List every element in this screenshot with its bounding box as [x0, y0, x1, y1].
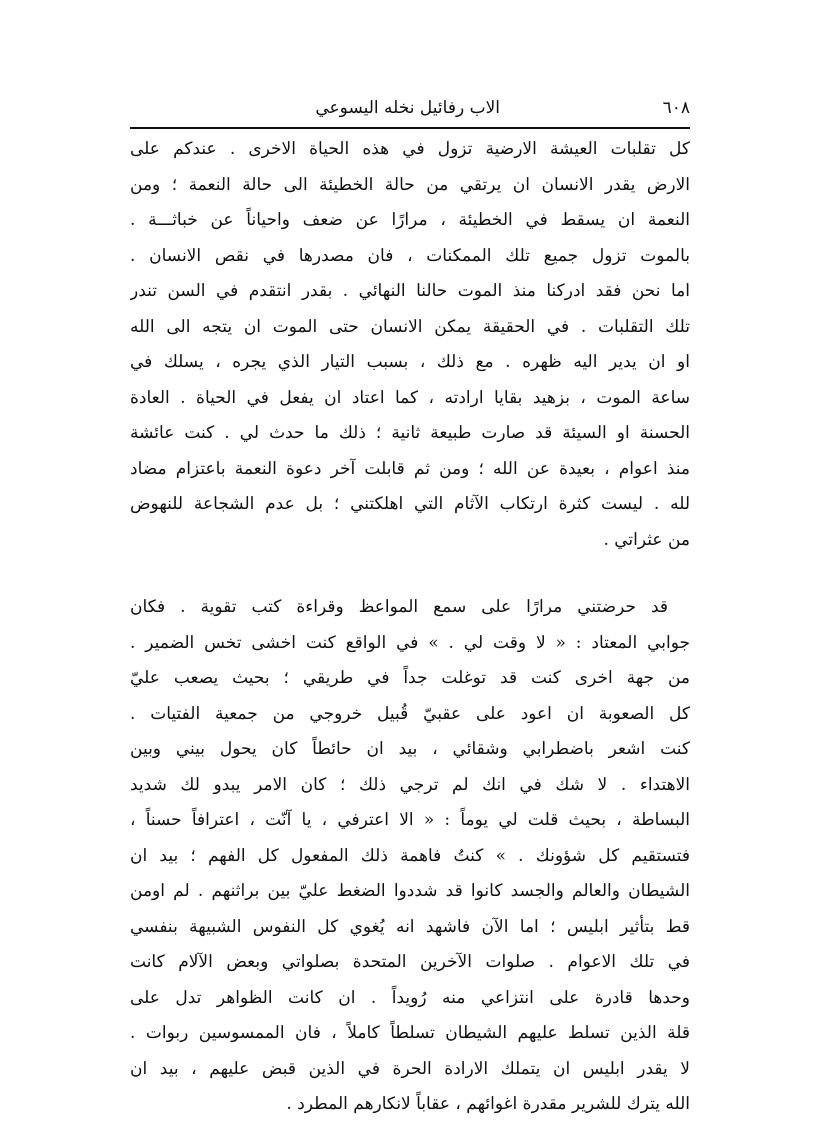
text-line: الارض يقدر الانسان ان يرتقي من حالة الخطيئة الى حالة النعمة ؛ ومن: [130, 174, 690, 195]
header-rule: [130, 127, 690, 129]
text-line: من جهة اخرى كنت قد توغلت جداً في طريقي ؛ بحيث يصعب عليّ: [130, 668, 690, 688]
running-head: [130, 92, 690, 126]
header-title: الاب رفائيل نخله اليسوعي: [315, 98, 500, 118]
paragraph-spacer: [130, 558, 690, 590]
text-line: في تلك الاعوام . صلوات الآخرين المتحدة بصلواتي وبعض الآلام كانت: [130, 952, 690, 972]
text-line: اما نحن فقد ادركنا منذ الموت حالنا النهائي . بقدر انتقدم في السن تندر: [130, 281, 690, 301]
text-line: كل الصعوبة ان اعود على عقبيّ قُبيل خروجي من جمعية الفتيات .: [130, 703, 690, 724]
text-line: بالموت تزول جميع تلك الممكنات ، فان مصدرها في نقص الانسان .: [130, 245, 690, 266]
text-line: قد حرضتني مرارًا على سمع المواعظ وقراءة كتب تقوية . فكان: [130, 597, 668, 617]
text-line: من عثراتي .: [603, 529, 690, 550]
text-line: النعمة ان يسقط في الخطيئة ، مرارًا عن ضعف واحياناً عن خباثـــة .: [130, 210, 690, 230]
text-line: لله . ليست كثرة ارتكاب الآثام التي اهلكتني ؛ بل عدم الشجاعة للنهوض: [130, 494, 690, 514]
text-line: منذ اعوام ، بعيدة عن الله ؛ ومن ثم قابلت آخر دعوة النعمة باعتزام مضاد: [130, 458, 690, 479]
text-line: لا يقدر ابليس ان يتملك الارادة الحرة في الذين قبض عليهم ، بيد ان: [130, 1058, 690, 1079]
text-line: قلة الذين تسلط عليهم الشيطان تسلطاً كاملاً ، فان الممسوسين ربوات .: [130, 1023, 690, 1043]
paragraph-1: [130, 132, 690, 558]
text-line: وحدها قادرة على انتزاعي منه رُويداً . ان كانت الظواهر تدل على: [130, 987, 690, 1008]
text-line: او ان يدير اليه ظهره . مع ذلك ، بسبب التيار الذي يجره ، يسلك في: [130, 352, 690, 372]
text-line: جوابي المعتاد : « لا وقت لي . » في الواقع كنت اخشى تخس الضمير .: [130, 632, 690, 653]
text-line: فتستقيم كل شؤونك . » كنتُ فاهمة ذلك المفعول كل الفهم ؛ بيد ان: [130, 845, 690, 866]
text-line: الله يترك للشرير مقدرة اغوائهم ، عقاباً لانكارهم المطرد .: [286, 1094, 690, 1114]
text-line: الحسنة او السيئة قد صارت طبيعة ثانية ؛ ذلك ما حدث لي . كنت عائشة: [130, 423, 690, 443]
text-line: البساطة ، بحيث قلت لي يوماً : « الا اعترفي ، يا آنّت ، اعترافاً حسناً ،: [130, 810, 690, 830]
page-number: ٦٠٨: [662, 98, 690, 118]
text-line: الاهتداء . لا شك في انك لم ترجي ذلك ؛ كان الامر يبدو لك شديد: [130, 774, 690, 795]
text-line: تلك التقلبات . في الحقيقة يمكن الانسان حتى الموت ان يتجه الى الله: [130, 316, 690, 337]
body-text: [130, 132, 690, 1123]
text-line: كل تقلبات العيشة الارضية تزول في هذه الحياة الاخرى . عندكم على: [130, 139, 690, 159]
text-line: كنت اشعر باضطرابي وشقائي ، بيد ان حائطاً كان يحول بيني وبين: [130, 739, 690, 759]
text-line: الشيطان والعالم والجسد كانوا قد شددوا الضغط عليّ بين براثنهم . لم اومن: [130, 881, 690, 901]
text-line: ساعة الموت ، بزهيد بقايا ارادته ، كما اعتاد ان يفعل في الحياة . العادة: [130, 387, 690, 408]
text-line: قط بتأثير ابليس ؛ اما الآن فاشهد انه يُغوي كل النفوس الشبيهة بنفسي: [130, 916, 690, 937]
paragraph-2: [130, 590, 690, 1123]
